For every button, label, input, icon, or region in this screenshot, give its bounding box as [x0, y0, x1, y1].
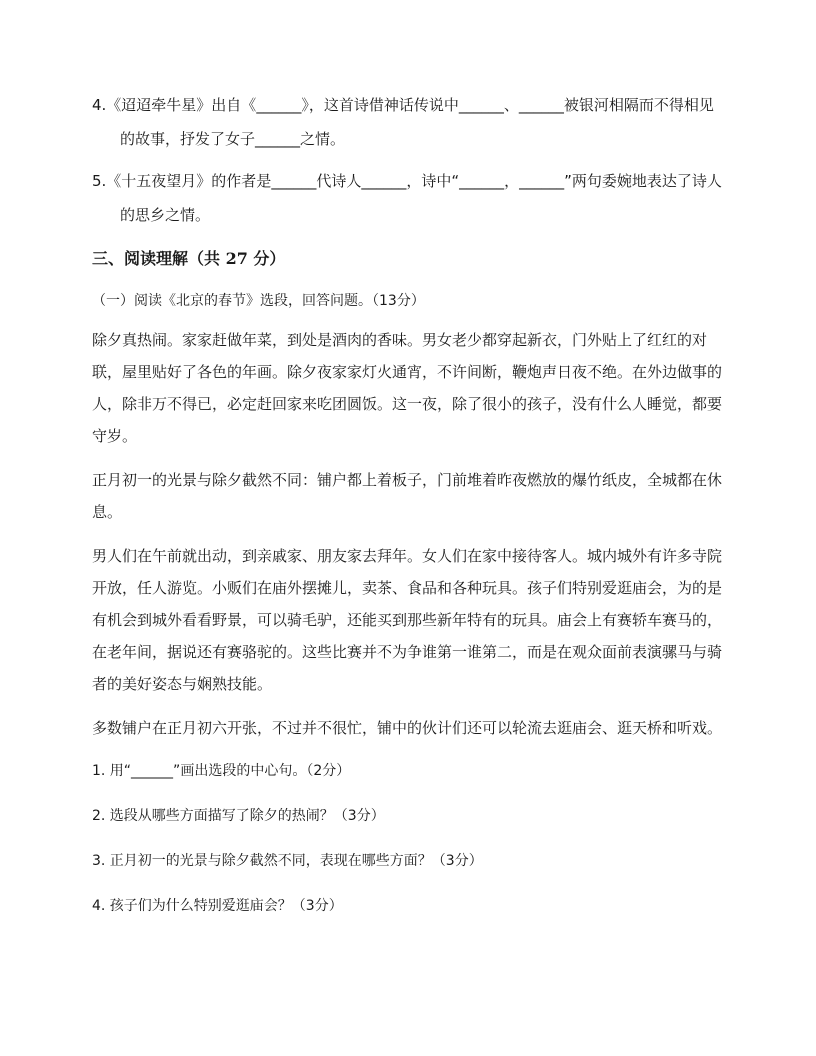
passage-paragraph-3: 男人们在午前就出动，到亲戚家、朋友家去拜年。女人们在家中接待客人。城内城外有许多寺院开放，任人游览。小贩们在庙外摆摊儿，卖茶、食品和各种玩具。孩子们特别爱逛庙会，为的是有机会到城外看看野景，可以骑毛驴，还能买到那些新年特有的玩具。庙会上有赛轿车赛马的，在老年间，据说还有赛骆驼的。这些比赛并不为争谁第一谁第二，而是在观众面前表演骡马与骑者的美好姿态与娴熟技能。 [92, 547, 723, 693]
part-1-title: （一）阅读《北京的春节》选段，回答问题。（13分） [92, 293, 425, 309]
section-3-title: 三、阅读理解（共 27 分） [92, 249, 286, 268]
reading-question-2: 2. 选段从哪些方面描写了除夕的热闹？（3分） [92, 808, 385, 824]
reading-question-3: 3. 正月初一的光景与除夕截然不同，表现在哪些方面？（3分） [92, 853, 483, 869]
passage-paragraph-1: 除夕真热闹。家家赶做年菜，到处是酒肉的香味。男女老少都穿起新衣，门外贴上了红红的对联，屋里贴好了各色的年画。除夕夜家家灯火通宵，不许间断，鞭炮声日夜不绝。在外边做事的人，除非万不得已，必定赶回家来吃团圆饭。这一夜，除了很小的孩子，没有什么人睡觉，都要守岁。 [92, 331, 723, 445]
passage-paragraph-2: 正月初一的光景与除夕截然不同：铺户都上着板子，门前堆着昨夜燃放的爆竹纸皮，全城都在休息。 [92, 471, 723, 521]
passage-paragraph-4: 多数铺户在正月初六开张，不过并不很忙，铺中的伙计们还可以轮流去逛庙会、逛天桥和听戏。 [92, 719, 723, 737]
reading-question-4: 4. 孩子们为什么特别爱逛庙会？（3分） [92, 898, 343, 914]
reading-question-1: 1. 用“______”画出选段的中心句。（2分） [92, 763, 351, 779]
fill-blank-question-4: 4.《迢迢牵牛星》出自《______》，这首诗借神话传说中______、______被银河相隔而不得相见的故事，抒发了女子______之情。 [92, 96, 714, 148]
document-page [92, 88, 724, 936]
fill-blank-question-5: 5.《十五夜望月》的作者是______代诗人______，诗中“______，______”两句委婉地表达了诗人的思乡之情。 [92, 172, 722, 224]
